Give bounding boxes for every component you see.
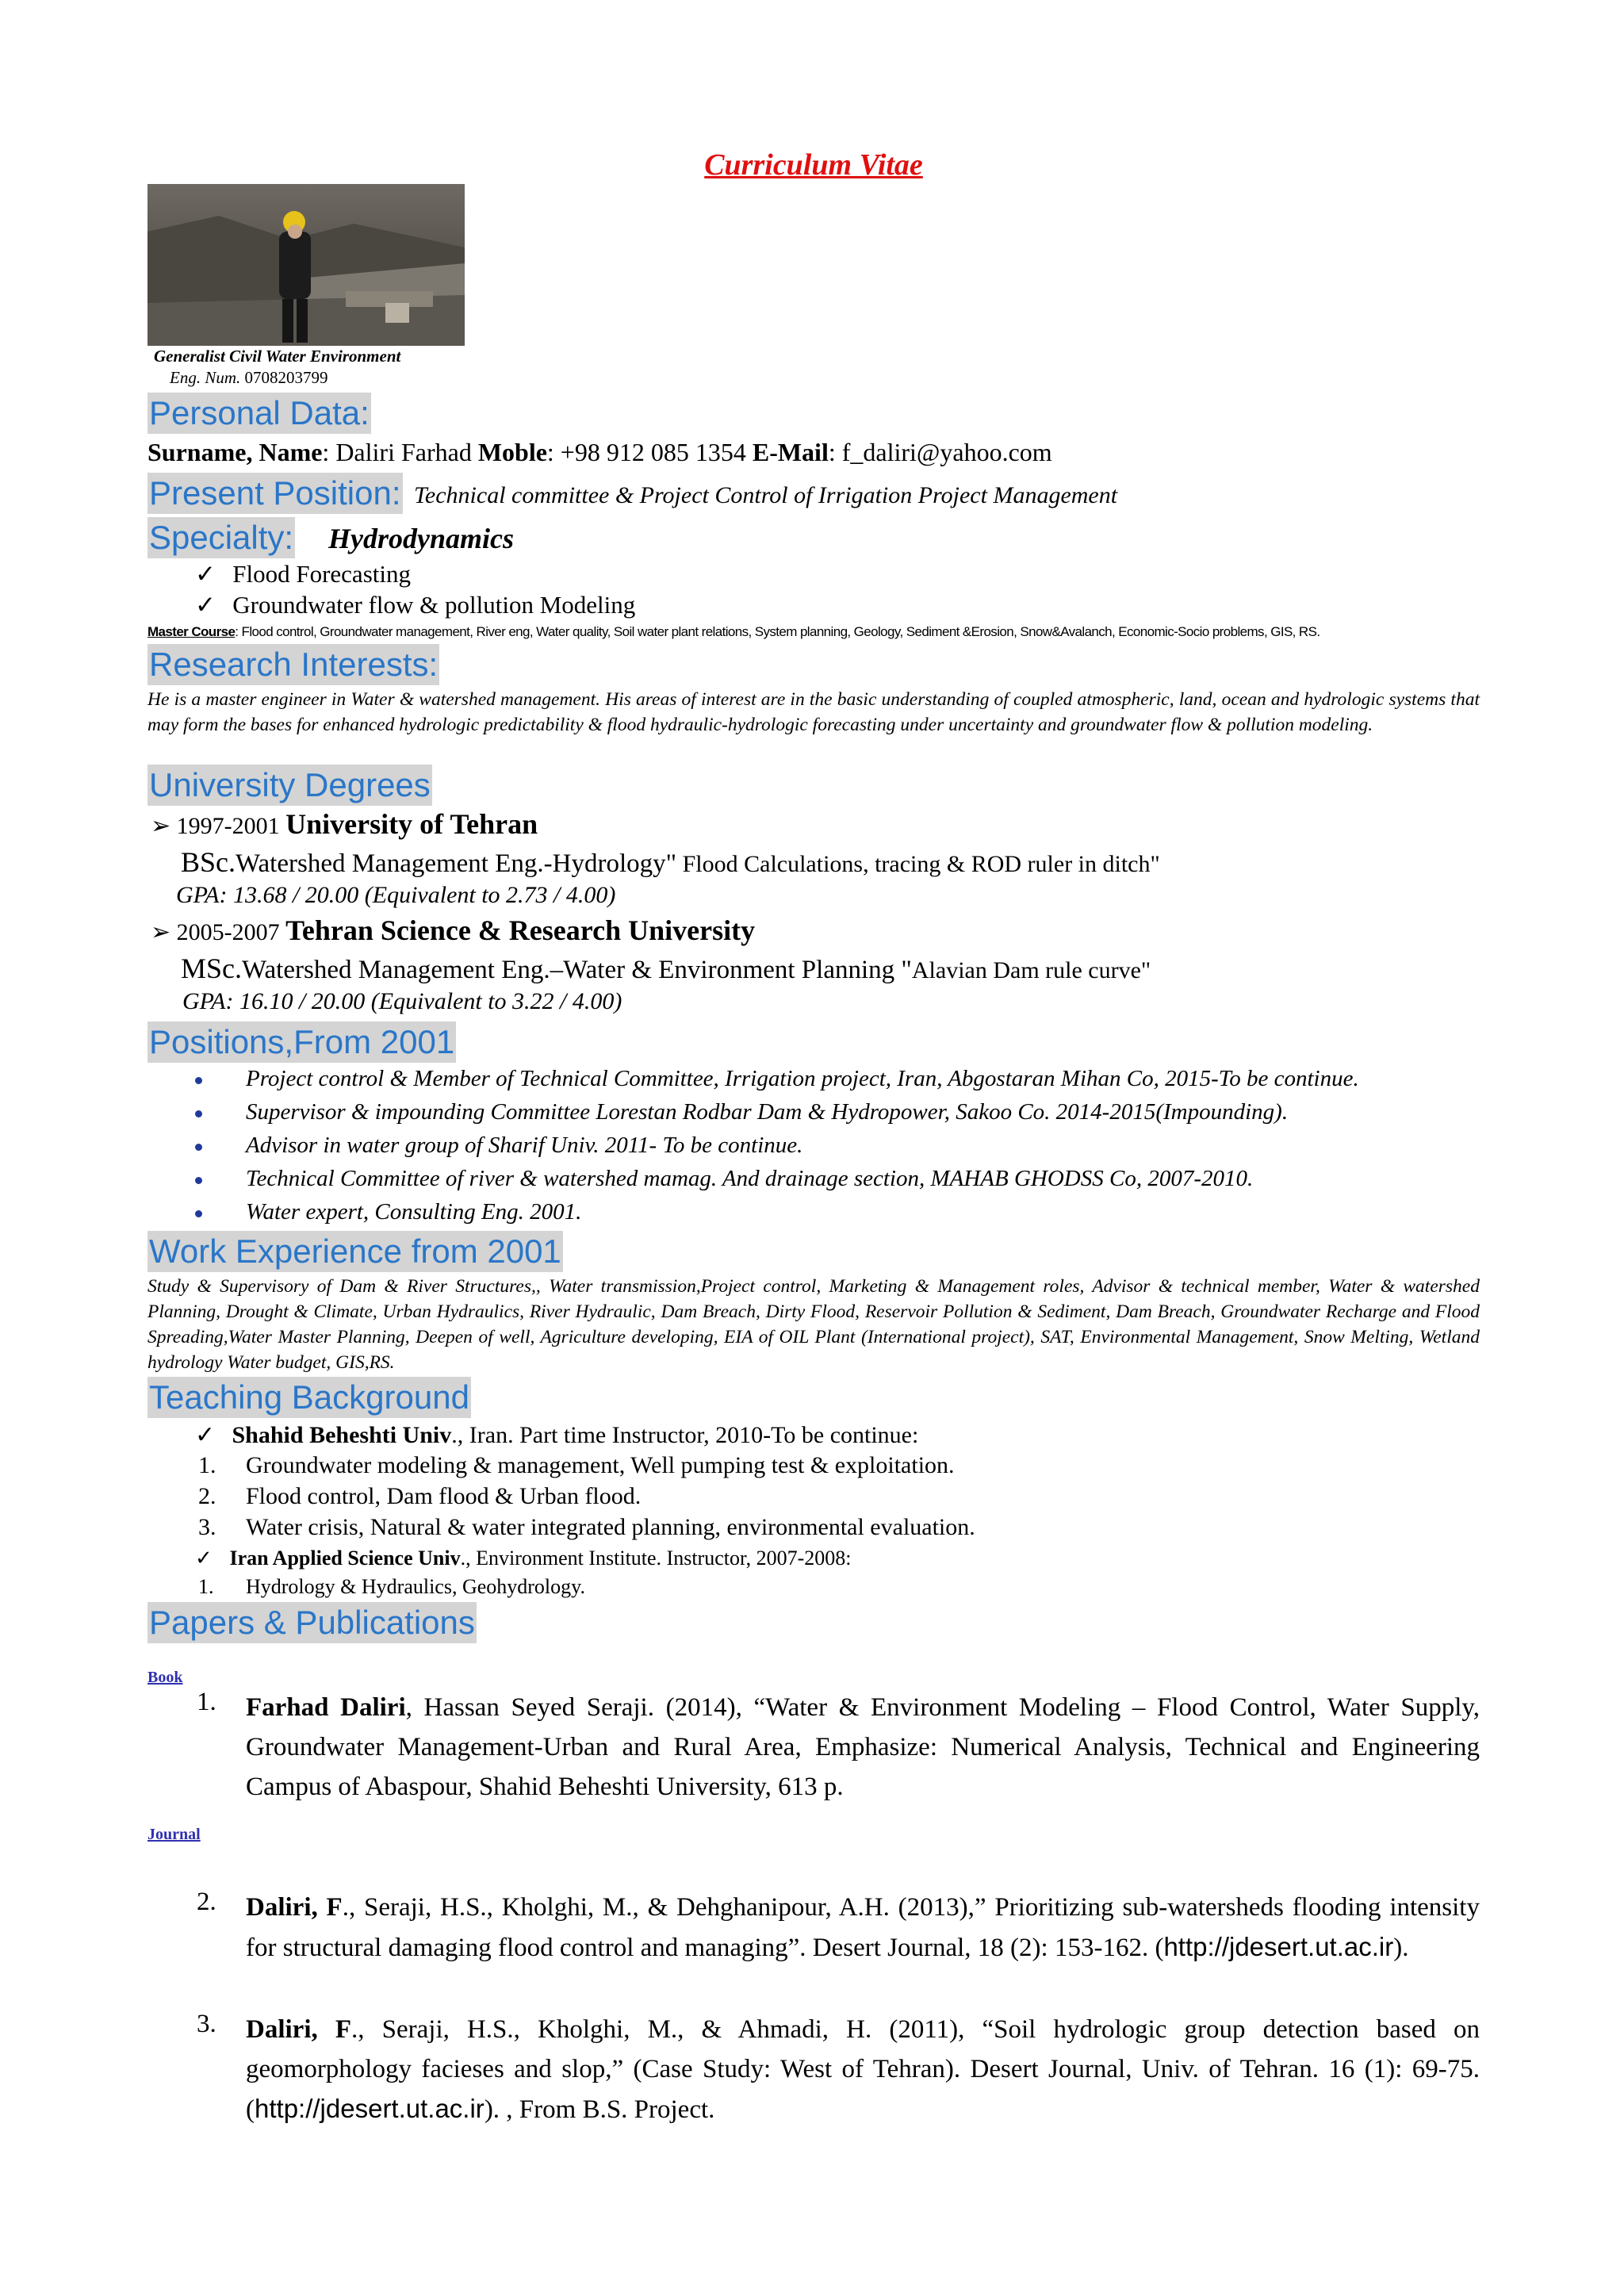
- heading-research-interests: Research Interests:: [147, 644, 439, 685]
- heading-teaching-background: Teaching Background: [147, 1377, 471, 1418]
- work-experience-text: Study & Supervisory of Dam & River Structures,, Water transmission,Project control, Marketing & Management roles, Advisor & technical member, Water & watershed Planning, Drought & Climate, Urban Hydraulics, River Hydraulic, Dam Breach, Dirty Flood, Reservoir Pollution & Sediment, Dam Breach, Groundwater Recharge and Flood Spreading,Water Master Planning, Deepen of well, Agriculture developing, EIA of OIL Plant (International project), SAT, Environmental Management, Snow Melting, Wetland hydrology Water budget, GIS,RS.: [147, 1276, 1480, 1373]
- caption-eng-num: Eng. Num. 0708203799: [170, 368, 328, 387]
- journal-url[interactable]: http://jdesert.ut.ac.ir: [255, 2094, 485, 2123]
- degree-2-header: ➢ 2005-2007 Tehran Science & Research University: [151, 914, 756, 946]
- heading-positions: Positions,From 2001: [147, 1022, 456, 1063]
- research-interests-text: He is a master engineer in Water & watershed management. His areas of interest are in the basic understanding of coupled atmospheric, land, ocean and hydrologic systems that may form the bases for enhanced hydrologic predictability & flood hydraulic-hydrologic forecasting under uncertainty and groundwater flow & pollution modeling.: [147, 689, 1480, 735]
- position-item: Advisor in water group of Sharif Univ. 2011- To be continue.: [246, 1133, 803, 1158]
- pub-number: 3.: [197, 2010, 216, 2038]
- position-item: Supervisor & impounding Committee Lorestan Rodbar Dam & Hydropower, Sakoo Co. 2014-2015(Impounding).: [246, 1099, 1289, 1125]
- present-position-value: Technical committee & Project Control of Irrigation Project Management: [414, 482, 1118, 508]
- degree-2-detail: MSc.Watershed Management Eng.–Water & Environment Planning "Alavian Dam rule curve": [181, 953, 1151, 984]
- check-icon: ✓: [195, 560, 216, 588]
- specialty-value: Hydrodynamics: [328, 523, 514, 554]
- degree-2-gpa: GPA: 16.10 / 20.00 (Equivalent to 3.22 / 4.00): [182, 988, 622, 1014]
- heading-present-position: Present Position:: [147, 473, 403, 514]
- heading-personal-data: Personal Data:: [147, 393, 371, 434]
- teaching-univ-2: ✓ Iran Applied Science Univ., Environment Institute. Instructor, 2007-2008:: [195, 1547, 852, 1570]
- publication-item: Daliri, F., Seraji, H.S., Kholghi, M., & Ahmadi, H. (2011), “Soil hydrologic group detection based on geomorphology facieses and slop,” (Case Study: West of Tehran). Desert Journal, Univ. of Tehran. 16 (1): 69-75. (http://jdesert.ut.ac.ir). , From B.S. Project.: [246, 2015, 1480, 2124]
- caption-title: Generalist Civil Water Environment: [154, 347, 401, 366]
- dot-bullet-icon: [195, 1144, 202, 1151]
- journal-url[interactable]: http://jdesert.ut.ac.ir: [1163, 1932, 1394, 1961]
- publication-item: Farhad Daliri, Hassan Seyed Seraji. (2014), “Water & Environment Modeling – Flood Control, Water Supply, Groundwater Management-Urban and Rural Area, Emphasize: Numerical Analysis, Technical and Engineering Campus of Abaspour, Shahid Beheshti University, 613 p.: [246, 1693, 1480, 1801]
- heading-specialty: Specialty:: [147, 517, 295, 558]
- heading-university-degrees: University Degrees: [147, 765, 432, 806]
- arrow-bullet-icon: ➢: [151, 813, 171, 839]
- specialty-item: ✓ Flood Forecasting: [195, 560, 411, 588]
- degree-1-gpa: GPA: 13.68 / 20.00 (Equivalent to 2.73 / 4.00): [176, 882, 616, 908]
- degree-1-header: ➢ 1997-2001 University of Tehran: [151, 808, 538, 840]
- master-course-line: Master Course: Flood control, Groundwater management, River eng, Water quality, Soil water plant relations, System planning, Geology, Sediment &Erosion, Snow&Avalanch, Economic-Socio problems, GIS, RS.: [147, 624, 1320, 639]
- position-item: Technical Committee of river & watershed mamag. And drainage section, MAHAB GHODSS Co, 2007-2010.: [246, 1166, 1254, 1191]
- arrow-bullet-icon: ➢: [151, 919, 171, 945]
- profile-photo: [147, 184, 465, 346]
- position-item: Project control & Member of Technical Committee, Irrigation project, Iran, Abgostaran Mihan Co, 2015-To be continue.: [246, 1066, 1359, 1091]
- teaching-univ-1: ✓ Shahid Beheshti Univ., Iran. Part time Instructor, 2010-To be continue:: [195, 1422, 919, 1448]
- check-icon: ✓: [195, 1547, 213, 1570]
- dot-bullet-icon: [195, 1110, 202, 1117]
- book-link[interactable]: Book: [147, 1669, 183, 1686]
- page-title: Curriculum Vitae: [704, 148, 923, 182]
- dot-bullet-icon: [195, 1077, 202, 1084]
- degree-1-detail: BSc.Watershed Management Eng.-Hydrology" Flood Calculations, tracing & ROD ruler in ditch": [181, 846, 1160, 878]
- check-icon: ✓: [195, 1422, 216, 1448]
- publication-item: Daliri, F., Seraji, H.S., Kholghi, M., & Dehghanipour, A.H. (2013),” Prioritizing sub-watersheds flooding intensity for structural damaging flood control and managing”. Desert Journal, 18 (2): 153-162. (http://jdesert.ut.ac.ir).: [246, 1893, 1480, 1962]
- personal-data-line: Surname, Name: Daliri Farhad Moble: +98 912 085 1354 E-Mail: f_daliri@yahoo.com: [147, 438, 1052, 466]
- heading-papers: Papers & Publications: [147, 1602, 477, 1643]
- position-item: Water expert, Consulting Eng. 2001.: [246, 1199, 582, 1225]
- specialty-item: ✓ Groundwater flow & pollution Modeling: [195, 591, 636, 619]
- pub-number: 2.: [197, 1888, 216, 1916]
- journal-link[interactable]: Journal: [147, 1826, 201, 1843]
- check-icon: ✓: [195, 591, 216, 619]
- pub-number: 1.: [197, 1688, 216, 1716]
- dot-bullet-icon: [195, 1177, 202, 1184]
- dot-bullet-icon: [195, 1210, 202, 1217]
- heading-work-experience: Work Experience from 2001: [147, 1231, 563, 1272]
